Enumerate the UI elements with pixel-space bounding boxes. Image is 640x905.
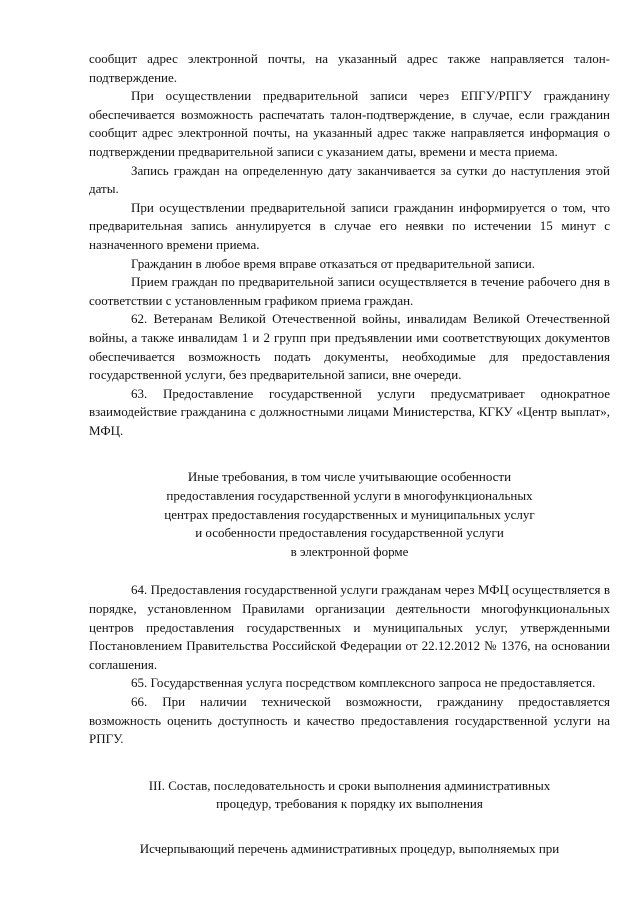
subsection-heading bbox=[89, 840, 610, 859]
heading-line: процедур, требования к порядку их выполнения bbox=[216, 796, 483, 812]
paragraphs-top bbox=[89, 50, 610, 440]
document-page bbox=[89, 50, 610, 859]
paragraph: сообщит адрес электронной почты, на указанный адрес также направляется талон-подтверждение. bbox=[89, 51, 610, 85]
paragraph: Прием граждан по предварительной записи осуществляется в течение рабочего дня в соответствии с установленным графиком приема граждан. bbox=[89, 274, 610, 308]
paragraph: 64. Предоставления государственной услуги гражданам через МФЦ осуществляется в порядке, установленном Правилами организации деятельности многофункциональных центров предоставления государственных и муниципальных услуг, утвержденными Постановлением Правительства Российской Федерации от 22.12.2012 № 1376, на основании соглашения. bbox=[89, 582, 610, 672]
paragraph: 63. Предоставление государственной услуги предусматривает однократное взаимодействие гражданина с должностными лицами Министерства, КГКУ «Центр выплат», МФЦ. bbox=[89, 385, 610, 438]
heading-line: предоставления государственной услуги в многофункциональных bbox=[166, 488, 533, 504]
heading-line: в электронной форме bbox=[290, 543, 409, 559]
heading-line: Исчерпывающий перечень административных процедур, выполняемых при bbox=[139, 840, 560, 856]
heading-line: III. Состав, последовательность и сроки выполнения административных bbox=[148, 777, 551, 793]
paragraph: Гражданин в любое время вправе отказаться от предварительной записи. bbox=[131, 255, 536, 271]
heading-line: и особенности предоставления государственной услуги bbox=[195, 525, 504, 541]
paragraph: 62. Ветеранам Великой Отечественной войны, инвалидам Великой Отечественной войны, а также инвалидам 1 и 2 групп при предъявлении ими соответствующих документов обеспечивается возможность подать документы, необходимые для предоставления государственной услуги, без предварительной записи, вне очереди. bbox=[89, 311, 610, 383]
paragraph: При осуществлении предварительной записи через ЕПГУ/РПГУ гражданину обеспечивается возможность распечатать талон-подтверждение, в случае, если гражданин сообщит адрес электронной почты, на указанный адрес также направляется информация о подтверждении предварительной записи с указанием даты, времени и места приема. bbox=[89, 88, 610, 159]
heading-line: центрах предоставления государственных и муниципальных услуг bbox=[164, 506, 535, 522]
paragraph: Запись граждан на определенную дату заканчивается за сутки до наступления этой даты. bbox=[89, 162, 610, 197]
paragraph: 65. Государственная услуга посредством комплексного запроса не предоставляется. bbox=[131, 675, 596, 691]
section-heading-other-requirements bbox=[89, 468, 610, 561]
heading-line: Иные требования, в том числе учитывающие особенности bbox=[187, 469, 512, 485]
section-heading-iii bbox=[89, 777, 610, 814]
paragraph: 66. При наличии технической возможности, гражданину предоставляется возможность оценить доступность и качество предоставления государственной услуги на РПГУ. bbox=[89, 694, 610, 747]
paragraphs-mid bbox=[89, 581, 610, 748]
paragraph: При осуществлении предварительной записи гражданин информируется о том, что предварительная запись аннулируется в случае его неявки по истечении 15 минут с назначенного времени приема. bbox=[89, 199, 610, 252]
